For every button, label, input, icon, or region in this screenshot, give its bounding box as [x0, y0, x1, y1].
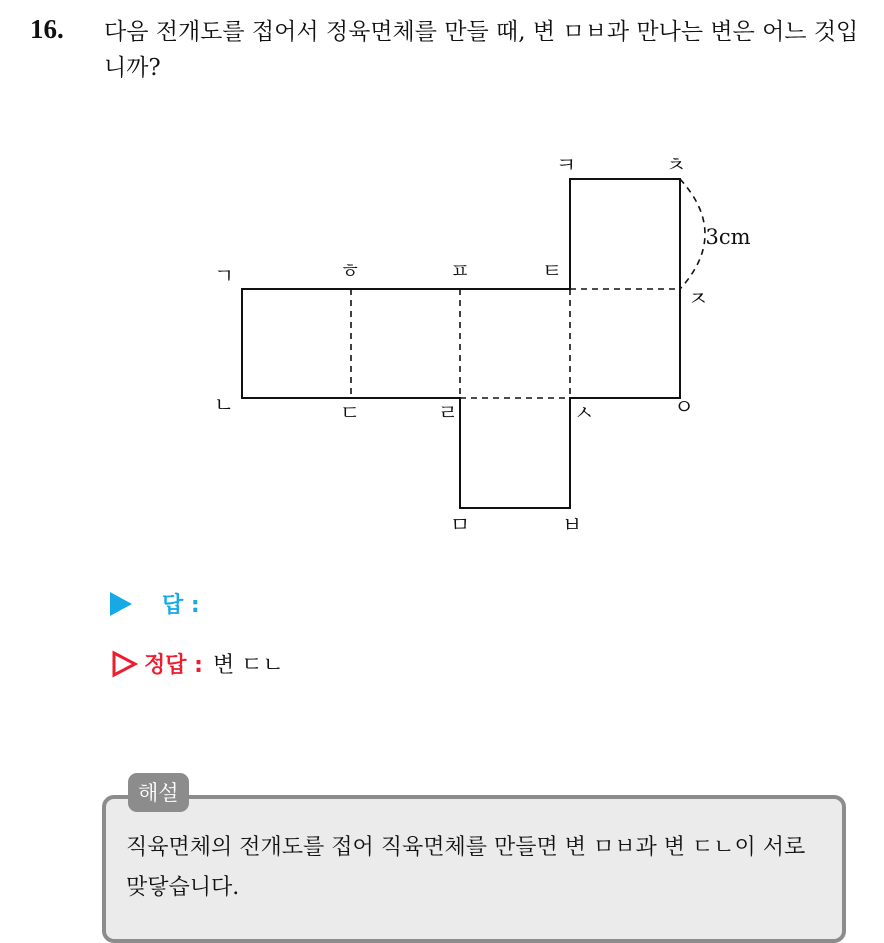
vertex-label-n: ㄴ	[213, 393, 235, 417]
measure-arc	[680, 179, 705, 289]
correct-answer-label: 정답 :	[144, 653, 203, 678]
vertex-label-d: ㄷ	[339, 401, 361, 425]
explanation-tab: 해설	[128, 773, 189, 812]
vertex-label-s: ㅅ	[573, 401, 595, 425]
vertex-label-j: ㅈ	[687, 287, 709, 311]
vertex-label-h: ㅎ	[339, 259, 361, 283]
play-triangle-icon	[110, 592, 132, 616]
correct-answer-row	[110, 648, 284, 679]
vertex-label-t: ㅌ	[541, 259, 563, 283]
vertex-label-p: ㅍ	[449, 259, 471, 283]
question-text: 다음 전개도를 접어서 정육면체를 만들 때, 변 ㅁㅂ과 만나는 변은 어느 것입니까?	[104, 19, 859, 81]
answer-row	[110, 588, 200, 619]
vertex-label-m: ㅁ	[449, 513, 471, 537]
vertex-label-k: ㅋ	[555, 153, 577, 177]
vertex-label-r: ㄹ	[437, 401, 459, 425]
net-outline	[242, 179, 680, 508]
answer-label: 답 :	[162, 593, 200, 618]
vertex-label-o: ㅇ	[673, 395, 695, 419]
cube-net-diagram	[200, 150, 780, 550]
correct-answer-value: 변 ㄷㄴ	[212, 653, 284, 678]
explanation-text: 직육면체의 전개도를 접어 직육면체를 만들면 변 ㅁㅂ과 변 ㄷㄴ이 서로 맞닿습니다.	[126, 835, 806, 900]
vertex-label-b: ㅂ	[561, 513, 583, 537]
question-number: 16.	[30, 14, 64, 44]
outline-triangle-icon	[110, 650, 138, 678]
vertex-label-g: ㄱ	[213, 264, 235, 288]
measure-label: 3cm	[705, 225, 751, 249]
vertex-label-ch: ㅊ	[665, 153, 687, 177]
